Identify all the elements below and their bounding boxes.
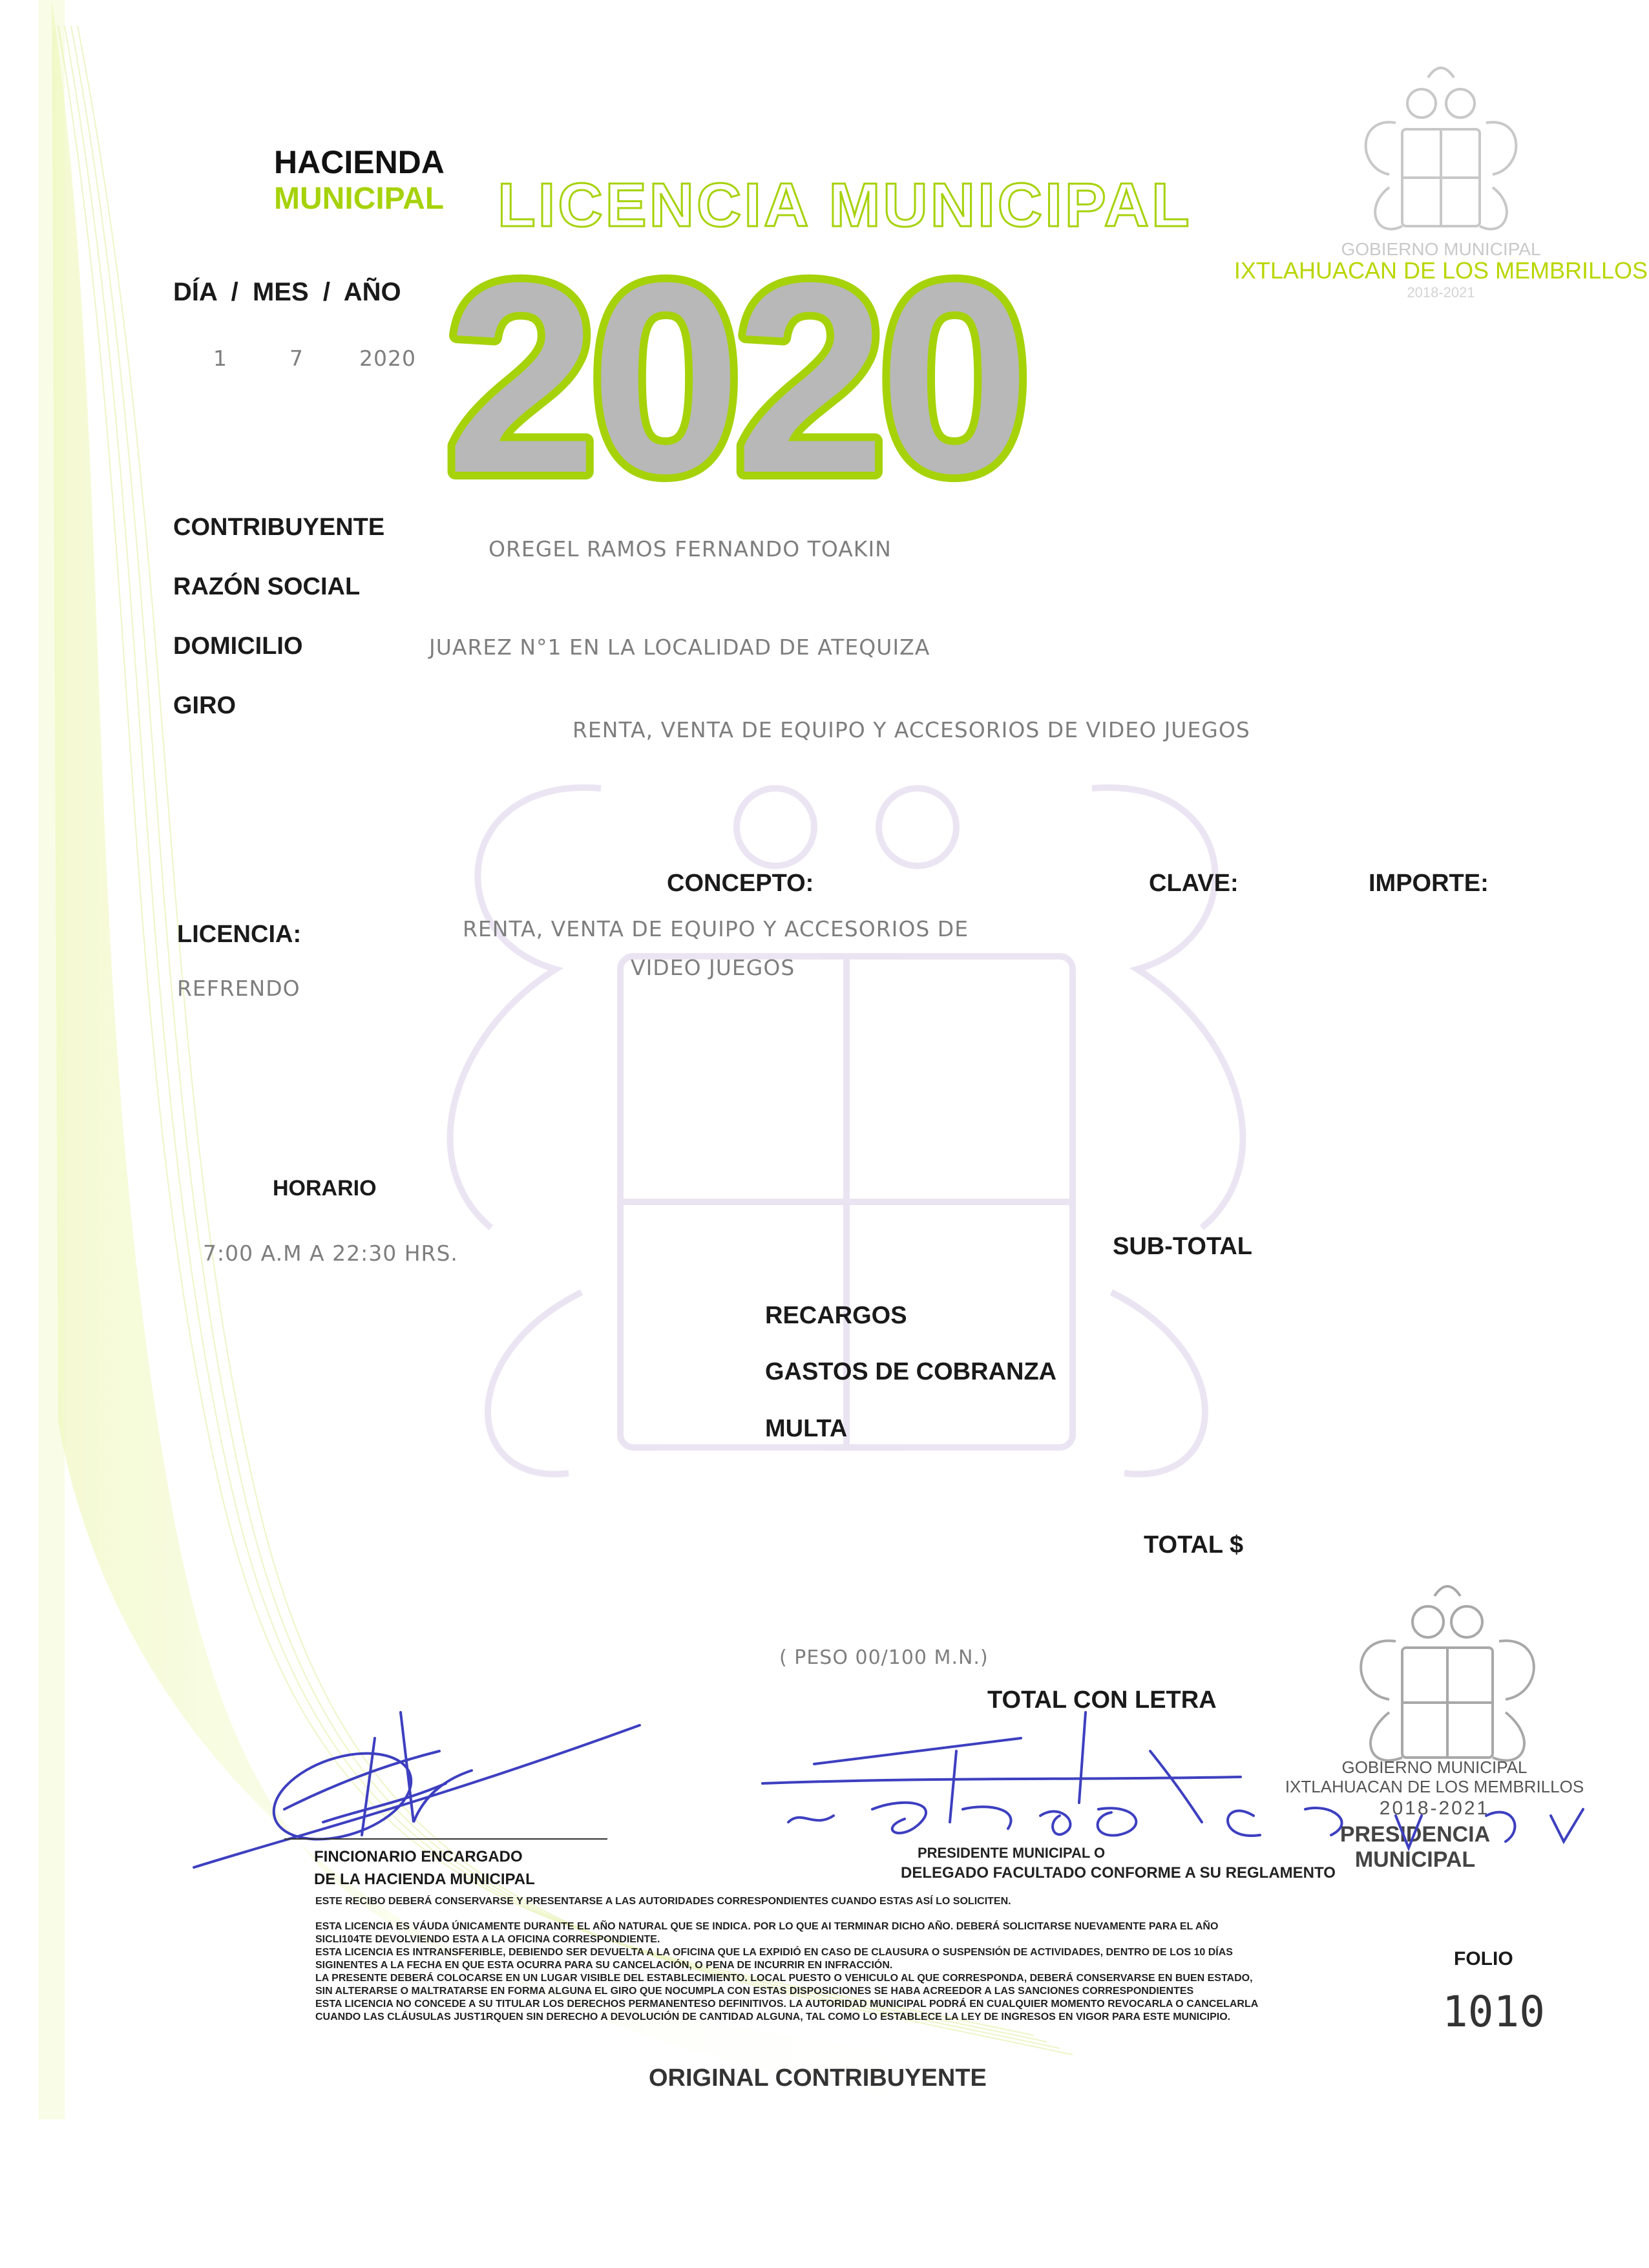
clave-label: CLAVE: <box>1149 870 1239 897</box>
fine-print-line: LA PRESENTE DEBERÁ COLOCARSE EN UN LUGAR VISIBLE DEL ESTABLECIMIENTO. LOCAL PUESTO O VEHICULO AL QUE CORRESPONDA, DEBERÁ CONSERVARSE EN BUEN ESTADO, <box>315 1973 1253 1984</box>
fine-print-line: ESTA LICENCIA ES VÁUDA ÚNICAMENTE DURANTE EL AÑO NATURAL QUE SE INDICA. POR LO QUE AI TERMINAR DICHO AÑO. DEBERÁ SOLICITARSE NUEVAMENTE PARA EL AÑO <box>315 1921 1219 1932</box>
license-title: LICENCIA MUNICIPAL <box>498 174 1192 240</box>
folio-label: FOLIO <box>1454 1948 1513 1969</box>
contribuyente-value: OREGEL RAMOS FERNANDO TOAKIN <box>488 536 892 562</box>
peso-value: ( PESO 00/100 M.N.) <box>779 1646 989 1669</box>
stamp-line3: 2018-2021 <box>1379 1798 1490 1819</box>
fine-print-line: ESTA LICENCIA ES INTRANSFERIBLE, DEBIENDO SER DEVUELTA A LA OFICINA QUE LA EXPIDIÓ EN CASO DE CLAUSURA O SUSPENSIÓN DE ACTIVIDADES, DENTRO DE LOS 10 DÍAS <box>315 1947 1233 1958</box>
funcionario-caption-line2: DE LA HACIENDA MUNICIPAL <box>314 1871 535 1888</box>
fine-print-line: ESTA LICENCIA NO CONCEDE A SU TITULAR LOS DERECHOS PERMANENTESO DEFINITIVOS. LA AUTORIDAD MUNICIPAL PODRÁ EN CUALQUIER MOMENTO REVOCARLA O CANCELARLA <box>315 1999 1259 2010</box>
fine-print-block <box>315 1920 1323 2024</box>
fine-print-line: SIN ALTERARSE O MALTRATARSE EN FORMA ALGUNA EL GIRO QUE NOCUMPLA CON ESTAS DISPOSICIONES SE HABA ACREEDOR A LAS SANCIONES CORRESPONDIENTES <box>315 1986 1194 1997</box>
concepto-line1: RENTA, VENTA DE EQUIPO Y ACCESORIOS DE <box>463 916 969 941</box>
contribuyente-label: CONTRIBUYENTE <box>173 514 385 541</box>
horario-label: HORARIO <box>273 1176 377 1201</box>
concepto-label: CONCEPTO: <box>667 870 814 897</box>
presidente-signature <box>750 1654 1628 1867</box>
date-month: 7 <box>289 346 304 371</box>
funcionario-caption-line1: FINCIONARIO ENCARGADO <box>314 1848 523 1865</box>
total-label: TOTAL $ <box>1144 1531 1244 1559</box>
government-line2: IXTLAHUACAN DE LOS MEMBRILLOS <box>1234 257 1648 284</box>
fine-print-line: SICLI104TE DEVOLVIENDO ESTA A LA OFICINA CORRESPONDIENTE. <box>315 1934 660 1945</box>
folio-number: 1010 <box>1442 1987 1545 2037</box>
government-seal-icon <box>1350 58 1531 246</box>
government-line1: GOBIERNO MUNICIPAL <box>1341 239 1541 259</box>
licencia-label: LICENCIA: <box>177 921 302 948</box>
importe-label: IMPORTE: <box>1369 870 1489 897</box>
date-year: 2020 <box>359 346 416 371</box>
gastos-cobranza-label: GASTOS DE COBRANZA <box>765 1358 1057 1385</box>
funcionario-signature-line <box>284 1838 607 1840</box>
fine-print-line: SIGINENTES A LA FECHA EN QUE ESTA OCURRA PARA SU CANCELACIÓN, O PENA DE INCURRIR EN INFRACCIÓN. <box>315 1960 893 1971</box>
recargos-label: RECARGOS <box>765 1302 907 1329</box>
municipal-subtitle: MUNICIPAL <box>274 182 445 216</box>
giro-label: GIRO <box>173 692 236 719</box>
date-day: 1 <box>213 346 227 371</box>
razon-social-label: RAZÓN SOCIAL <box>173 573 361 600</box>
concepto-line2: VIDEO JUEGOS <box>631 955 795 980</box>
licencia-value: REFRENDO <box>177 976 300 1001</box>
horario-value: 7:00 A.M A 22:30 HRS. <box>203 1241 458 1266</box>
multa-label: MULTA <box>765 1415 848 1442</box>
license-year: 2020 <box>446 227 1024 485</box>
date-label: DÍA / MES / AÑO <box>173 278 401 306</box>
stamp-line1: GOBIERNO MUNICIPAL <box>1341 1758 1528 1777</box>
hacienda-title: HACIENDA <box>274 144 445 180</box>
government-term: 2018-2021 <box>1407 284 1475 300</box>
domicilio-value: JUAREZ N°1 EN LA LOCALIDAD DE ATEQUIZA <box>429 635 930 660</box>
giro-value: RENTA, VENTA DE EQUIPO Y ACCESORIOS DE VIDEO JUEGOS <box>572 717 1250 742</box>
presidente-caption-line2: DELEGADO FACULTADO CONFORME A SU REGLAMENTO <box>901 1864 1336 1882</box>
presidente-caption-line1: PRESIDENTE MUNICIPAL O <box>918 1845 1106 1861</box>
subtotal-label: SUB-TOTAL <box>1113 1233 1253 1260</box>
stamp-line4: PRESIDENCIA MUNICIPAL <box>1339 1822 1491 1872</box>
total-con-letra-label: TOTAL CON LETRA <box>987 1686 1217 1714</box>
stamp-line2: IXTLAHUACAN DE LOS MEMBRILLOS <box>1285 1777 1584 1796</box>
fine-print-notice: ESTE RECIBO DEBERÁ CONSERVARSE Y PRESENTARSE A LAS AUTORIDADES CORRESPONDIENTES CUANDO ESTAS ASÍ LO SOLICITEN. <box>315 1896 1011 1907</box>
domicilio-label: DOMICILIO <box>173 633 303 660</box>
license-title-banner <box>426 174 1254 485</box>
copy-label: ORIGINAL CONTRIBUYENTE <box>649 2064 987 2092</box>
fine-print-line: CUANDO LAS CLÁUSULAS JUST1RQUEN SIN DERECHO A DEVOLUCIÓN DE CANTIDAD ALGUNA, TAL COMO LO ESTABLECE LA LEY DE INGRESOS EN VIGOR PARA ESTE MUNICIPIO. <box>315 2011 1231 2022</box>
